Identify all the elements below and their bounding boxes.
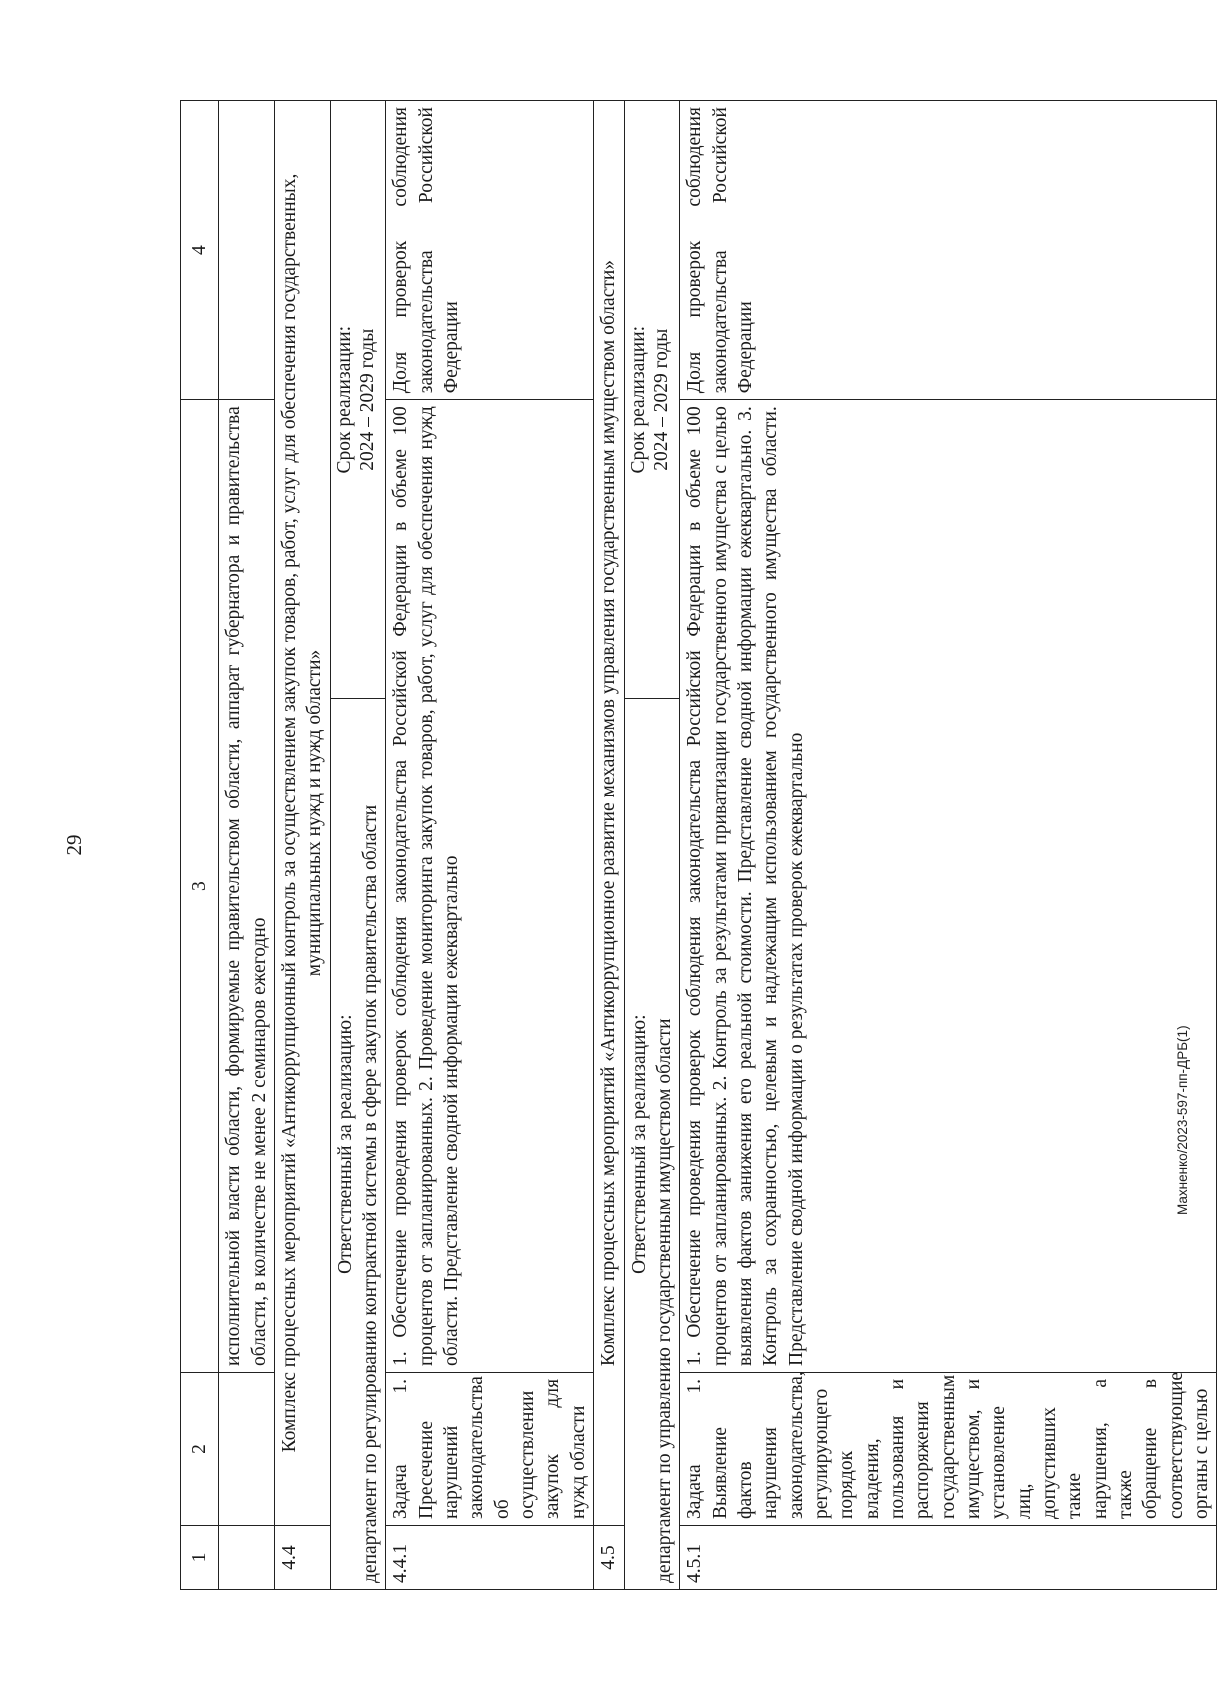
task-indicator: Доля проверок соблюдения законодательства Российской Федерации xyxy=(680,101,1217,400)
responsible-label: Ответственный за реализацию: xyxy=(628,1014,650,1274)
task-row xyxy=(680,101,1217,1590)
task-description: Задача 1. Выявление фактов нарушения законодательства, регулирующего порядок владения, пользования и распоряжения государственным имуществом, и установление лиц, допустивших такие нарушения, а также обращение в соответствующие органы с целью xyxy=(680,1372,1217,1525)
section-number: 4.4 xyxy=(275,1526,331,1590)
task-measures: 1. Обеспечение проведения проверок соблюдения законодательства Российской Федерации в объеме 100 процентов от запланированных. 2. Проведение мониторинга закупок товаров, работ, услуг для обеспечения нужд области. Представление сводной информации ежеквартально xyxy=(386,400,594,1373)
section-number: 4.5 xyxy=(594,1526,624,1590)
page-number: 29 xyxy=(62,834,86,856)
task-row xyxy=(386,101,594,1590)
responsible-row xyxy=(624,101,680,1590)
task-number: 4.5.1 xyxy=(680,1526,1217,1590)
continuation-row xyxy=(219,101,275,1590)
section-title: Комплекс процессных мероприятий «Антикоррупционное развитие механизмов управления государственным имуществом области» xyxy=(594,101,624,1526)
section-title-row xyxy=(275,101,331,1590)
term-value: 2024 – 2029 годы xyxy=(650,328,672,471)
term-label: Срок реализации: xyxy=(333,325,355,474)
responsible-label: Ответственный за реализацию: xyxy=(334,1014,356,1274)
section-title-row xyxy=(594,101,624,1590)
responsible-value: департамент по регулированию контрактной системы в сфере закупок правительства области xyxy=(360,804,382,1583)
task-description: Задача 1. Пресечение нарушений законодательства об осуществлении закупок для нужд области xyxy=(386,1372,594,1525)
column-header-4: 4 xyxy=(181,101,219,400)
column-header-2: 2 xyxy=(181,1372,219,1525)
measures-table xyxy=(180,100,1217,1590)
document-code: Махненко/2023-597-пп-ДРБ(1) xyxy=(1175,1025,1190,1215)
term-label: Срок реализации: xyxy=(627,325,649,474)
responsible-row xyxy=(330,101,386,1590)
column-header-3: 3 xyxy=(181,400,219,1373)
task-measures: 1. Обеспечение проведения проверок соблюдения законодательства Российской Федерации в объеме 100 процентов от запланированных. 2. Контроль за результатами приватизации государственного имущества с целью выявления фактов занижения его реальной стоимости. Представление сводной информации ежеквартально. 3. Контроль за сохранностью, целевым и надлежащим использованием государственного имущества области. Представление сводной информации о результатах проверок ежеквартально xyxy=(680,400,1217,1373)
task-number: 4.4.1 xyxy=(386,1526,594,1590)
continuation-text: исполнительной власти области, формируемые правительством области, аппарат губернатора и правительства области, в количестве не менее 2 семинаров ежегодно xyxy=(219,400,275,1373)
section-title: Комплекс процессных мероприятий «Антикоррупционный контроль за осуществлением закупок товаров, работ, услуг для обеспечения государственных, муниципальных нужд и нужд области» xyxy=(275,101,331,1526)
term-value: 2024 – 2029 годы xyxy=(357,328,379,471)
task-indicator: Доля проверок соблюдения законодательства Российской Федерации xyxy=(386,101,594,400)
column-header-1: 1 xyxy=(181,1526,219,1590)
table-header-row xyxy=(181,101,219,1590)
responsible-value: департамент по управлению государственным имуществом области xyxy=(653,1018,675,1583)
